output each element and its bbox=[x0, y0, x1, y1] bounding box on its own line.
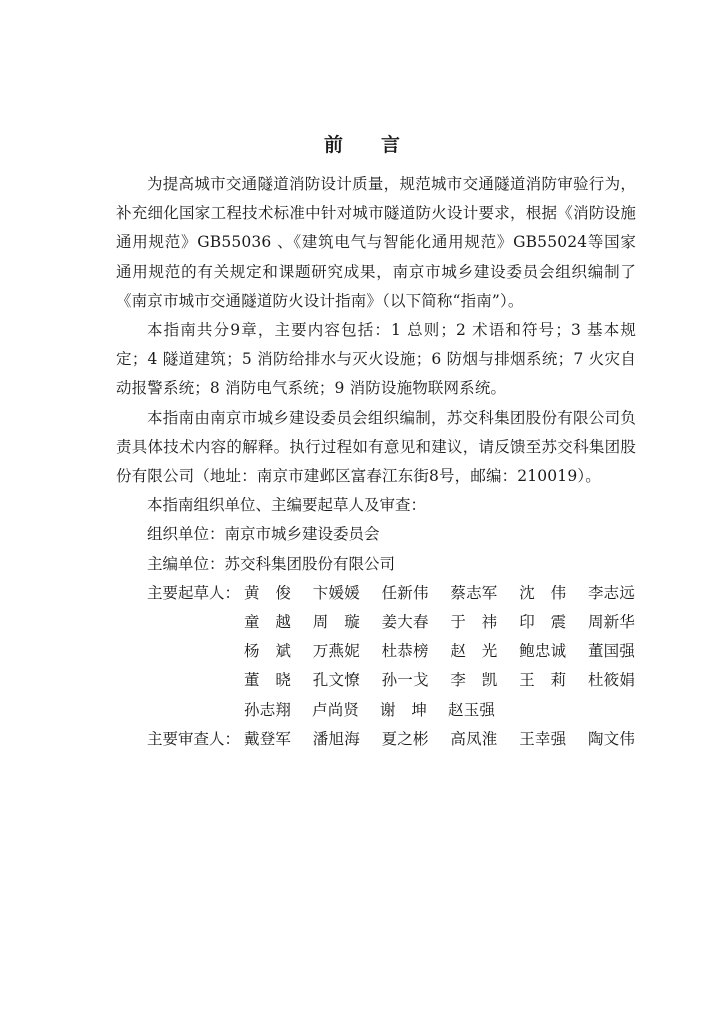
drafter-name: 鲍忠诚 bbox=[519, 642, 567, 661]
reviewer-name: 戴登军 bbox=[244, 729, 292, 748]
drafter-name: 赵玉强 bbox=[448, 700, 496, 719]
document-body bbox=[116, 170, 636, 754]
drafter-name: 董 晓 bbox=[244, 671, 292, 690]
reviewer-name: 高凤淮 bbox=[450, 729, 498, 748]
drafters-label: 主要起草人： bbox=[147, 583, 241, 602]
paragraph-contact: 本指南由南京市城乡建设委员会组织编制，苏交科集团股份有限公司负责具体技术内容的解释。执行过程如有意见和建议，请反馈至苏交科集团股份有限公司（地址：南京市建邺区富春江东街8号，邮编：210019）。 bbox=[116, 408, 636, 486]
paragraph-contents: 本指南共分9章，主要内容包括：1 总则；2 术语和符号；3 基本规定；4 隧道建筑；5 消防给排水与灭火设施；6 防烟与排烟系统；7 火灾自动报警系统；8 消防电气系统；9 消防设施物联网系统。 bbox=[116, 321, 636, 398]
intro-line: 本指南组织单位、主编要起草人及审查： bbox=[147, 496, 427, 515]
drafter-name: 万燕妮 bbox=[312, 642, 360, 661]
drafter-name: 于 祎 bbox=[450, 613, 498, 632]
organizer-line: 组织单位：南京市城乡建设委员会 bbox=[147, 525, 380, 544]
title-char-1: 前 bbox=[323, 134, 343, 156]
drafter-name: 姜大春 bbox=[381, 613, 429, 632]
reviewers-label: 主要审查人： bbox=[147, 729, 241, 748]
drafters-names-row-4 bbox=[244, 666, 636, 695]
drafter-name: 印 震 bbox=[519, 613, 567, 632]
drafter-name: 孔文憭 bbox=[312, 671, 360, 690]
drafter-name: 周 璇 bbox=[312, 613, 360, 632]
drafter-name: 李志远 bbox=[587, 583, 636, 602]
reviewers-row bbox=[116, 725, 636, 754]
drafter-name: 童 越 bbox=[244, 613, 292, 632]
drafters-row bbox=[116, 579, 636, 608]
drafter-name: 杜筱娟 bbox=[587, 671, 636, 690]
drafter-name: 孙志翔 bbox=[244, 700, 292, 719]
reviewer-name: 潘旭海 bbox=[312, 729, 360, 748]
drafters-names-row-1 bbox=[244, 579, 636, 608]
page-title bbox=[0, 130, 724, 160]
reviewers-names bbox=[244, 725, 636, 754]
drafter-name: 董国强 bbox=[587, 642, 636, 661]
drafters-names-row-2 bbox=[244, 608, 636, 637]
drafters-row bbox=[116, 666, 636, 695]
drafter-name: 王 莉 bbox=[519, 671, 567, 690]
drafters-names-row-3 bbox=[244, 637, 636, 666]
drafter-name: 杨 斌 bbox=[244, 642, 292, 661]
reviewer-name: 夏之彬 bbox=[381, 729, 429, 748]
paragraph-purpose: 为提高城市交通隧道消防设计质量，规范城市交通隧道消防审验行为，补充细化国家工程技术标准中针对城市隧道防火设计要求，根据《消防设施通用规范》GB55036 、《建筑电气与智能化通用规范》GB55024等国家通用规范的有关规定和课题研究成果，南京市城乡建设委员会组织编制了《南京市城市交通隧道防火设计指南》（以下简称“指南”）。 bbox=[116, 175, 636, 310]
drafters-row bbox=[116, 608, 636, 637]
drafters-roster bbox=[116, 579, 636, 725]
reviewer-name: 陶文伟 bbox=[587, 729, 636, 748]
drafter-name: 周新华 bbox=[587, 613, 636, 632]
drafters-row bbox=[116, 637, 636, 666]
drafter-name: 谢 坤 bbox=[380, 700, 428, 719]
drafter-name: 李 凯 bbox=[450, 671, 498, 690]
title-char-2: 言 bbox=[381, 134, 401, 156]
reviewers-roster bbox=[116, 725, 636, 754]
drafter-name: 杜恭榜 bbox=[381, 642, 429, 661]
chief-editor-line: 主编单位：苏交科集团股份有限公司 bbox=[147, 554, 396, 573]
drafter-name: 蔡志军 bbox=[450, 583, 498, 602]
drafter-name: 黄 俊 bbox=[244, 583, 292, 602]
drafter-name: 孙一戈 bbox=[381, 671, 429, 690]
reviewer-name: 王幸强 bbox=[519, 729, 567, 748]
drafter-name: 沈 伟 bbox=[519, 583, 567, 602]
drafter-name: 任新伟 bbox=[381, 583, 429, 602]
drafter-name: 赵 光 bbox=[450, 642, 498, 661]
drafters-row bbox=[116, 696, 636, 725]
drafters-names-row-5 bbox=[244, 696, 636, 725]
drafter-name: 卢尚贤 bbox=[312, 700, 360, 719]
drafter-name: 卞媛媛 bbox=[312, 583, 360, 602]
